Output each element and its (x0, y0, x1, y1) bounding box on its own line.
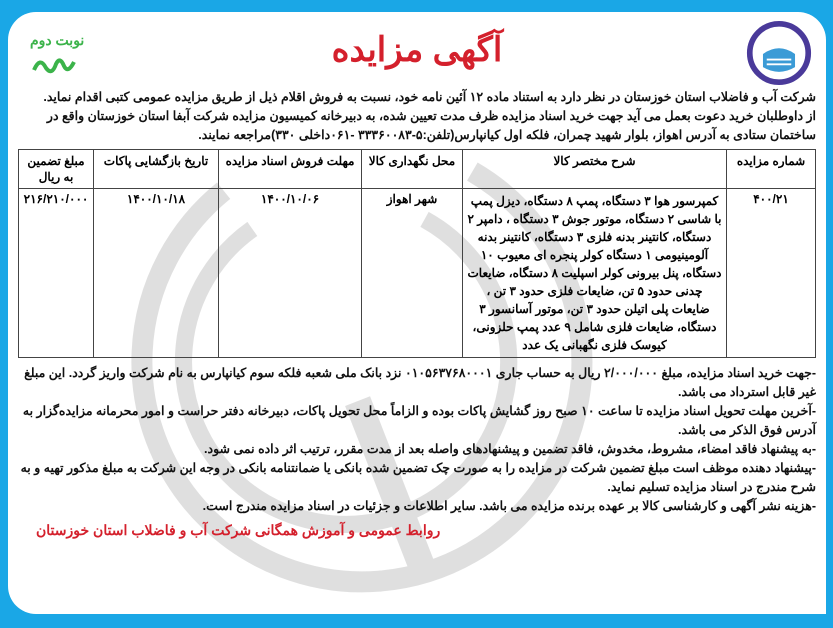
auction-table (18, 149, 816, 358)
col-guarantee: مبلغ تضمین به ریال (19, 150, 94, 189)
note-item: -جهت خرید اسناد مزایده، مبلغ ۲/۰۰۰/۰۰۰ ریال به حساب جاری ۰۱۰۵۶۳۷۶۸۰۰۰۱ نزد بانک ملی شعبه فلکه سوم کیانپارس به نام شرکت واریز گردد. این مبلغ غیر قابل استرداد می باشد. (24, 366, 816, 399)
content (18, 88, 816, 540)
table-row (19, 189, 816, 358)
location: شهر اهواز (362, 189, 463, 358)
col-sale-deadline: مهلت فروش اسناد مزایده (219, 150, 362, 189)
note-item: -آخرین مهلت تحویل اسناد مزایده تا ساعت ۱۰ صبح روز گشایش پاکات بوده و الزاماً محل تحویل پاکات، دبیرخانه دفتر حراست و امور محرمانه مزایده‌گزار به آدرس فوق الذکر می باشد. (22, 404, 816, 437)
footer-signature: روابط عمومی و آموزش همگانی شرکت آب و فاضلاب استان خوزستان (36, 522, 441, 538)
col-description: شرح مختصر کالا (463, 150, 727, 189)
intro-paragraph: از داوطلبان خرید دعوت بعمل می آید جهت خرید اسناد مزایده ظرف مدت تعیین شده، به دبیرخانه کمیسیون مزایده شرکت آبفا استان خوزستان واقع در ساختمان ستادی به آدرس اهواز، بلوار شهید چمران، فلکه اول کیانپارس(تلفن:۵-۳۳۳۶۰۰۸۳ -۰۶۱داخلی ۳۳۰)مراجعه نمایند. (46, 109, 816, 142)
signature-icon (30, 54, 76, 76)
intro-text (18, 88, 816, 145)
note-item: -هزینه نشر آگهی و کارشناسی کالا بر عهده برنده مزایده می باشد. سایر اطلاعات و جزئیات در اسناد مزایده مندرج است. (202, 499, 816, 513)
guarantee-amount: ۲۱۶/۲۱۰/۰۰۰ (19, 189, 94, 358)
col-auction-number: شماره مزایده (727, 150, 816, 189)
col-location: محل نگهداری کالا (362, 150, 463, 189)
auction-number: ۴۰۰/۲۱ (727, 189, 816, 358)
item-description: کمپرسور هوا ۳ دستگاه، پمپ ۸ دستگاه، دیزل پمپ با شاسی ۲ دستگاه، موتور جوش ۳ دستگاه ، دامپر ۲ دستگاه، کانتینر بدنه فلزی ۳ دستگاه، کانتینر بدنه آلومینیومی ۱ دستگاه کولر پنجره ای معیوب ۱۰ دستگاه، پنل بیرونی کولر اسپلیت ۸ دستگاه، ضایعات چدنی حدود ۵ تن، ضایعات فلزی حدود ۳ تن ، ضایعات پلی اتیلن حدود ۳ تن، موتور آسانسور ۳ دستگاه، ضایعات فلزی شامل ۹ عدد پمپ حلزونی، کیوسک فلزی نگهبانی یک عدد (463, 189, 727, 358)
col-opening-date: تاریخ بازگشایی پاکات (94, 150, 219, 189)
intro-paragraph: شرکت آب و فاضلاب استان خوزستان در نظر دارد به استناد ماده ۱۲ آئین نامه خود، نسبت به فروش اقلام ذیل از طریق مزایده عمومی کتبی اقدام نماید. (43, 90, 816, 104)
notes (18, 364, 816, 516)
table-header-row (19, 150, 816, 189)
auction-notice (8, 12, 826, 614)
note-item: -پیشنهاد دهنده موظف است مبلغ تضمین شرکت در مزایده را به صورت چک تضمین شده بانکی یا ضمانتنامه بانکی در وجه این شرکت به مبلغ مذکور تهیه و به شرح مندرج در اسناد مزایده تسلیم نماید. (20, 461, 816, 494)
note-item: -به پیشنهاد فاقد امضاء، مشروط، مخدوش، فاقد تضمین و پیشنهادهای واصله بعد از مدت مقرر، ترتیب اثر داده نمی شود. (204, 442, 816, 456)
sale-deadline: ۱۴۰۰/۱۰/۰۶ (219, 189, 362, 358)
opening-date: ۱۴۰۰/۱۰/۱۸ (94, 189, 219, 358)
round-label: نوبت دوم (30, 32, 85, 48)
page-title: آگهی مزایده (331, 31, 503, 69)
